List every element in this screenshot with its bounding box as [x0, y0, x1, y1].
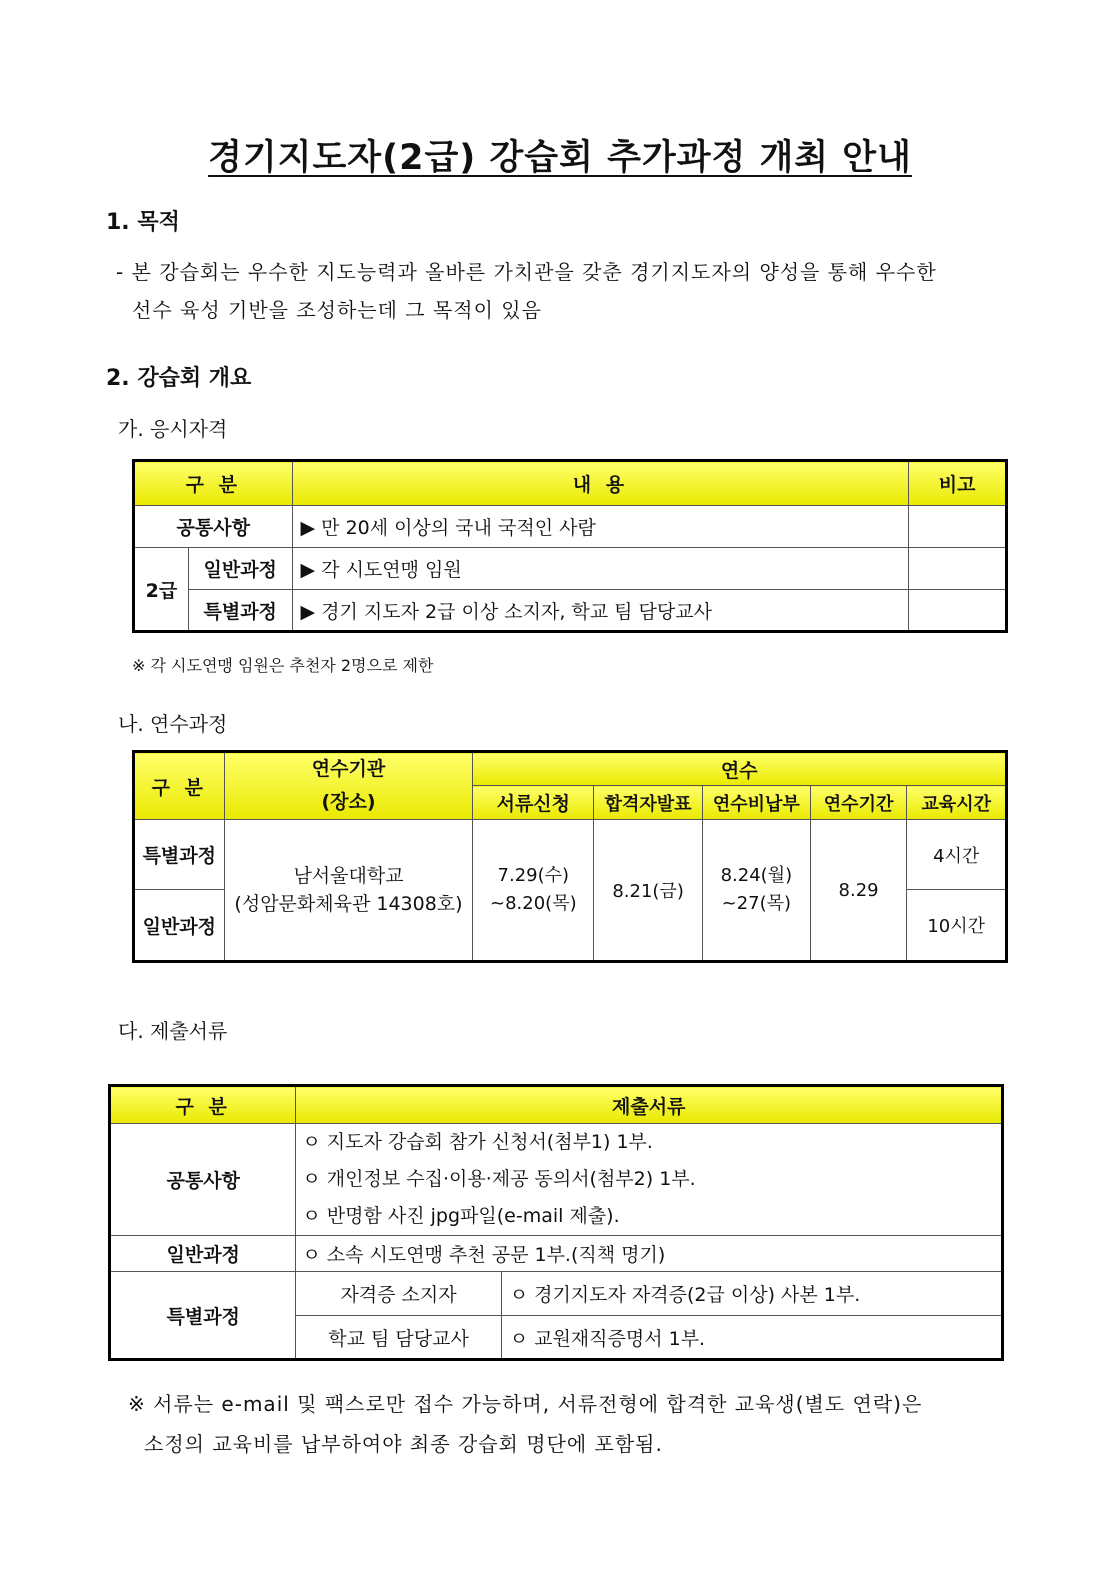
purpose-line2: 선수 육성 기반을 조성하는데 그 목적이 있음	[132, 298, 542, 322]
row-common-note	[909, 506, 1007, 548]
t3-common-label: 공통사항	[110, 1124, 296, 1236]
t2-row-general-label: 일반과정	[134, 890, 225, 962]
t2-header-fee: 연수비납부	[702, 786, 810, 820]
t2-header-announce: 합격자발표	[594, 786, 703, 820]
purpose-line1: - 본 강습회는 우수한 지도능력과 올바른 가치관을 갖춘 경기지도자의 양성을 통해 우수한	[116, 260, 937, 284]
t2-hours-special: 4시간	[907, 820, 1007, 890]
t2-institution-cell	[224, 820, 473, 962]
t2-row-special-label: 특별과정	[134, 820, 225, 890]
training-table	[132, 750, 1008, 963]
t3-general-item: ㅇ 소속 시도연맹 추천 공문 1부.(직책 명기)	[296, 1236, 1003, 1272]
header-content: 내 용	[292, 461, 909, 506]
row-common-content: ▶ 만 20세 이상의 국내 국적인 사람	[292, 506, 909, 548]
t3-special-who-1: 자격증 소지자	[296, 1272, 501, 1316]
t2-fee-end: ~27(목)	[721, 893, 792, 914]
header-note: 비고	[909, 461, 1007, 506]
subsection-c: 다. 제출서류	[118, 1019, 228, 1043]
t2-header-place: (장소)	[321, 791, 376, 813]
footnote-line2: 소정의 교육비를 납부하여야 최종 강습회 명단에 포함됨.	[144, 1432, 663, 1456]
t3-header-docs: 제출서류	[296, 1086, 1003, 1124]
subsection-b: 나. 연수과정	[118, 712, 228, 736]
header-gubun: 구 분	[134, 461, 293, 506]
grade-group-label: 2급	[134, 548, 189, 632]
t2-header-period: 연수기간	[810, 786, 907, 820]
t3-special-who-2: 학교 팀 담당교사	[296, 1316, 501, 1360]
section1-heading: 1. 목적	[106, 210, 180, 235]
t2-header-apply: 서류신청	[473, 786, 594, 820]
row-special-content: ▶ 경기 지도자 2급 이상 소지자, 학교 팀 담당교사	[292, 590, 909, 632]
t3-special-label: 특별과정	[110, 1272, 296, 1360]
t3-common-item-1: ㅇ 지도자 강습회 참가 신청서(첨부1) 1부.	[302, 1131, 653, 1153]
t3-common-items	[296, 1124, 1003, 1236]
page-title: 경기지도자(2급) 강습회 추가과정 개최 안내	[208, 138, 912, 178]
row-common-label: 공통사항	[134, 506, 293, 548]
t2-fee-cell	[702, 820, 810, 962]
t2-header-institution-name: 연수기관	[311, 758, 386, 780]
t3-special-doc-2: ㅇ 교원재직증명서 1부.	[501, 1316, 1002, 1360]
documents-table	[108, 1084, 1004, 1361]
row-general-note	[909, 548, 1007, 590]
t2-place: (성암문화체육관 14308호)	[234, 893, 463, 915]
row-general-content: ▶ 각 시도연맹 임원	[292, 548, 909, 590]
qualification-note: ※ 각 시도연맹 임원은 추천자 2명으로 제한	[132, 656, 434, 675]
row-special-note	[909, 590, 1007, 632]
subsection-a: 가. 응시자격	[118, 417, 228, 441]
t2-announce: 8.21(금)	[594, 820, 703, 962]
t2-apply-end: ~8.20(목)	[490, 893, 577, 914]
t2-header-hours: 교육시간	[907, 786, 1007, 820]
t2-header-training: 연수	[473, 752, 1007, 786]
row-general-label: 일반과정	[188, 548, 292, 590]
t2-hours-general: 10시간	[907, 890, 1007, 962]
t2-institution: 남서울대학교	[293, 865, 404, 887]
t3-common-item-2: ㅇ 개인정보 수집·이용·제공 동의서(첨부2) 1부.	[302, 1168, 696, 1190]
page-title-wrap	[0, 130, 1120, 180]
qualification-table	[132, 459, 1008, 633]
t2-fee-start: 8.24(월)	[720, 865, 793, 886]
t2-apply-start: 7.29(수)	[497, 865, 570, 886]
t2-header-institution	[224, 752, 473, 820]
t3-special-doc-1: ㅇ 경기지도자 자격증(2급 이상) 사본 1부.	[501, 1272, 1002, 1316]
t2-period: 8.29	[810, 820, 907, 962]
row-special-label: 특별과정	[188, 590, 292, 632]
footnote-line1: ※ 서류는 e-mail 및 팩스로만 접수 가능하며, 서류전형에 합격한 교육생(별도 연락)은	[128, 1392, 923, 1416]
section2-heading: 2. 강습회 개요	[106, 366, 252, 391]
t3-header-gubun: 구 분	[110, 1086, 296, 1124]
t2-header-gubun: 구 분	[134, 752, 225, 820]
t3-common-item-3: ㅇ 반명함 사진 jpg파일(e-mail 제출).	[302, 1205, 620, 1227]
t3-general-label: 일반과정	[110, 1236, 296, 1272]
t2-apply-cell	[473, 820, 594, 962]
